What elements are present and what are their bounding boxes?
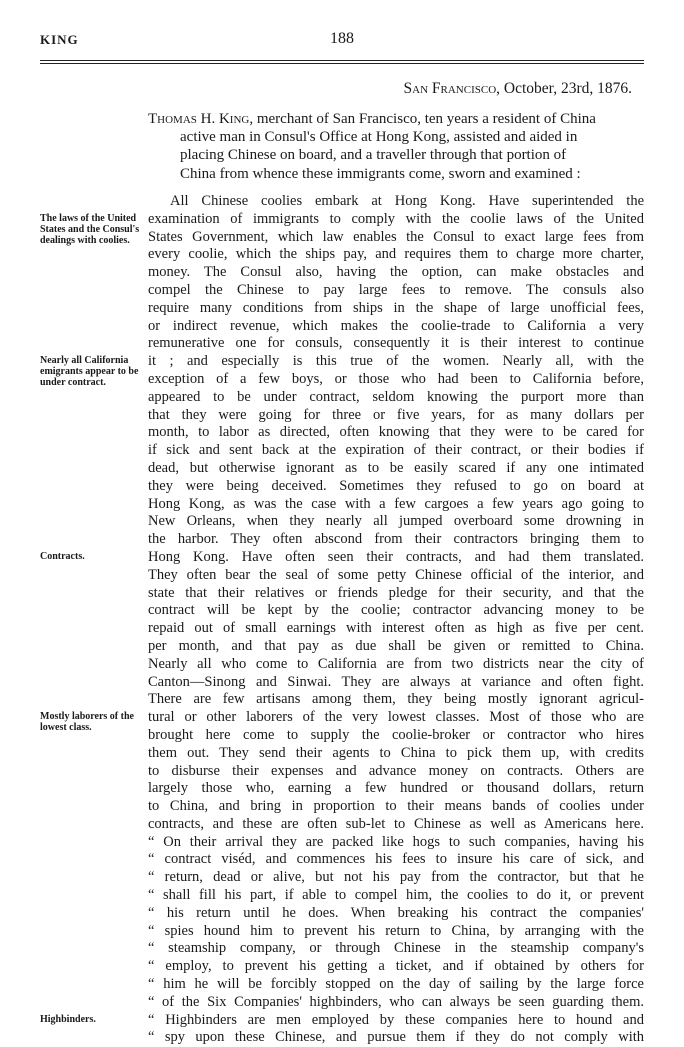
body-line: tural or other laborers of the very lowest classes. Most of those who are [148,709,644,726]
body-line: it ; and especially is this true of the women. Nearly all, with the [148,353,644,370]
body-line: if sick and sent back at the expiration of their contract, or their bodies if [148,442,644,459]
body-line: every coolie, which the ships pay, and requires them to charge more charter, [148,246,644,263]
body-line: that they were going for three or five years, for as many dollars per [148,406,644,423]
intro-line: placing Chinese on board, and a traveller through that portion of [180,147,567,164]
body-line: Hong Kong. Have often seen their contracts, and had them translated. [148,548,644,565]
body-line: “ spy upon these Chinese, and pursue them if they do not comply with [148,1029,644,1046]
body-line: “ Highbinders are men employed by these companies here to hound and [148,1011,644,1028]
intro-line: active man in Consul's Office at Hong Kong, assisted and aided in [180,129,578,146]
dateline-date: , October, 23rd, 1876. [496,80,632,97]
body-line: They often bear the seal of some petty Chinese official of the interior, and [148,566,644,583]
body-line: state that their relatives or friends pledge for their security, and that the [148,584,644,601]
body-line: “ of the Six Companies' highbinders, who can always be seen guarding them. [148,993,644,1010]
body-line: “ his return until he does. When breaking his contract the companies' [148,904,644,921]
body-line: to disburse their expenses and advance money on contracts. Others are [148,762,644,779]
margin-note: Highbinders. [40,1013,96,1025]
body-line: repaid out of small earnings with interest often as high as five per cent. [148,620,644,637]
dateline-place: San Francisco [403,80,497,97]
body-line: “ employ, to prevent his getting a ticket, and if obtained by others for [148,958,644,975]
header-rule-bottom [40,63,644,64]
body-line: There are few artisans among them, they being mostly ignorant agricul- [148,691,644,708]
intro-line: Thomas H. King, merchant of San Francisco, ten years a resident of China [148,111,596,127]
body-line: month, to labor as directed, often knowing that they were to be cared for [148,424,644,441]
body-line: brought here come to supply the coolie-broker or contractor who hires [148,726,644,743]
margin-note: The laws of the United States and the Consul's dealings with coolies. [40,212,140,246]
body-line: per month, and that pay as due shall be given or remitted to China. [148,637,644,654]
body-line: “ steamship company, or through Chinese in the steamship company's [148,940,644,957]
intro-line: China from whence these immigrants come, sworn and examined : [180,165,581,182]
body-line: dead, but otherwise ignorant as to be easily scared if any one intimated [148,459,644,476]
running-head-title: KING [40,32,79,47]
body-line: them out. They send their agents to China to pick them up, with credits [148,744,644,761]
body-line: to China, and bring in proportion to their means bands of coolies under [148,798,644,815]
body-line: exception of a few boys, or those who had been to California before, [148,370,644,387]
body-line: appeared to be under contract, seldom knowing the purport more than [148,388,644,405]
margin-note: Contracts. [40,551,85,562]
testimony-body [148,193,644,1047]
body-line: States Government, which law enables the Consul to exact large fees from [148,228,644,245]
margin-note: Mostly laborers of the lowest class. [40,711,134,734]
dateline [404,80,632,98]
body-line: contracts, and these are often sub-let to Chinese as well as Americans here. [148,815,644,832]
body-line: remunerative one for consuls, consequently it is their interest to continue [148,335,644,352]
body-line: largely those who, earning a few hundred or thousand dollars, return [148,780,644,797]
body-line: “ spies hound him to prevent his return to China, by arranging with the [148,922,644,939]
body-line: All Chinese coolies embark at Hong Kong. Have superintended the [170,193,644,209]
body-line: “ On their arrival they are packed like hogs to such companies, having his [148,833,644,850]
body-line: New Orleans, when they nearly all jumped overboard some drowning in [148,513,644,530]
margin-note: Nearly all California emigrants appear to be under contract. [40,355,139,389]
body-line: “ him he will be forcibly stopped on the day of sailing by the large force [148,976,644,993]
body-line: Hong Kong, as was the case with a few cargoes a few years ago going to [148,495,644,512]
body-line: examination of immigrants to comply with the coolie laws of the United [148,210,644,227]
body-line: “ contract viséd, and commences his fees to insure his care of sick, and [148,851,644,868]
page-number: 188 [330,30,354,47]
body-line: or indirect revenue, which makes the coolie-trade to California a very [148,317,644,334]
witness-introduction [148,110,644,183]
body-line: money. The Consul also, having the option, can make obstacles and [148,264,644,281]
header-rule-top [40,60,644,61]
body-line: Canton—Sinong and Sinwai. They are always at variance and often fight. [148,673,644,690]
running-head [40,32,644,52]
body-line: Nearly all who come to California are from two districts near the city of [148,655,644,672]
body-line: require many conditions from ships in the shape of large unofficial fees, [148,299,644,316]
body-line: “ shall fill his part, if able to compel him, the coolies to do it, or prevent [148,887,644,904]
body-line: they were being deceived. Sometimes they refused to go on board at [148,477,644,494]
body-line: “ return, dead or alive, but not his pay from the contractor, but that he [148,869,644,886]
body-line: the harbor. They often abscond from their contractors bringing them to [148,531,644,548]
body-line: contract will be kept by the coolie; contractor advancing money to be [148,602,644,619]
body-line: compel the Chinese to pay large fees to remove. The consuls also [148,281,644,298]
